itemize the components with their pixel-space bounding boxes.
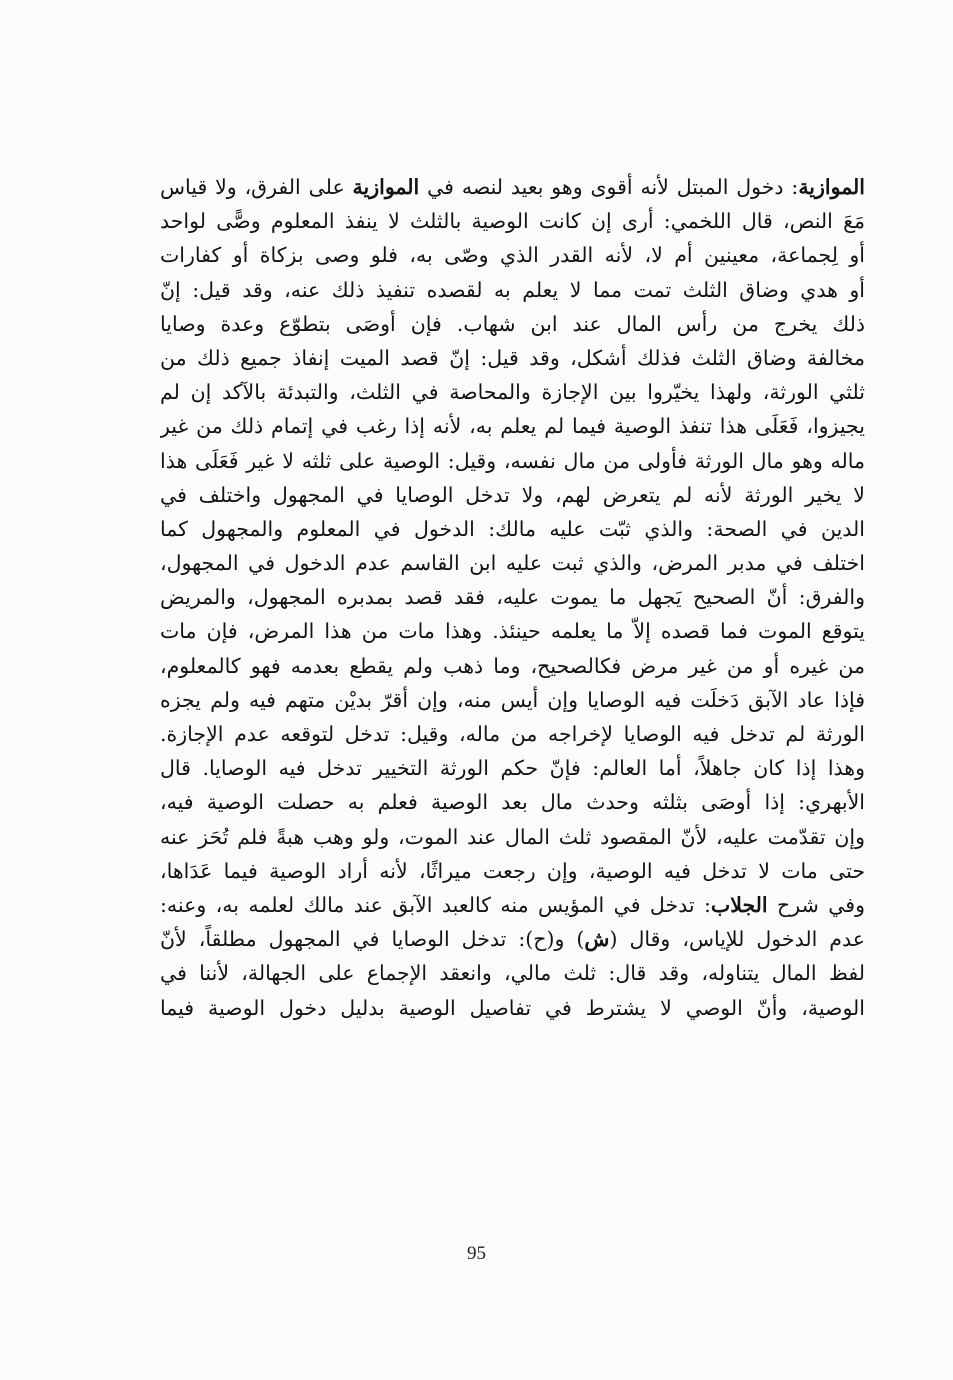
text-line — [160, 922, 865, 956]
text-segment: ماله وهو مال الورثة فأولى من مال نفسه، وقيل: الوصية على ثلثه لا غير فَعَلَى هذا — [160, 448, 865, 473]
text-line — [160, 991, 865, 1025]
text-line — [160, 238, 865, 272]
text-segment: الدين في الصحة: والذي ثبّت عليه مالك: الدخول في المعلوم والمجهول كما — [160, 516, 865, 541]
text-segment: ) و(ح): تدخل الوصايا في المجهول مطلقاً، لأنّ — [160, 927, 585, 952]
text-segment: ذلك يخرج من رأس المال عند ابن شهاب. فإن أوصَى بتطوّع وعدة وصايا — [160, 311, 865, 336]
text-segment: لفظ المال يتناوله، وقد قال: ثلث مالي، وانعقد الإجماع على الجهالة، لأننا في — [160, 961, 865, 986]
text-segment: حتى مات لا تدخل فيه الوصية، وإن رجعت ميراثًا، لأنه أراد الوصية فيما عَدَاها، — [160, 858, 865, 883]
text-line — [160, 888, 865, 922]
text-segment: وهذا إذا كان جاهلاً، أما العالم: فإنّ حكم الورثة التخيير تدخل فيه الوصايا. قال — [160, 756, 865, 781]
text-segment: والفرق: أنّ الصحيح يَجهل ما يموت عليه، فقد قصد بمدبره المجهول، والمريض — [160, 585, 865, 610]
text-segment: ثلثي الورثة، ولهذا يخيّروا بين الإجازة والمحاصة في الثلث، والتبدئة بالآكد إن لم — [160, 380, 865, 405]
bold-term: الموازية — [352, 175, 420, 199]
text-segment: على الفرق، ولا قياس — [160, 175, 353, 199]
bold-term: ش — [584, 927, 610, 952]
text-segment: لا يخير الورثة لأنه لم يتعرض لهم، ولا تدخل الوصايا في المجهول واختلف في — [160, 482, 865, 507]
text-segment: : دخول المبتل لأنه أقوى وهو بعيد لنصه في — [419, 175, 799, 199]
text-line — [160, 820, 865, 854]
text-segment: يتوقع الموت فما قصده إلاّ ما يعلمه حينئذ. وهذا مات من هذا المرض، فإن مات — [160, 619, 865, 644]
text-line — [160, 854, 865, 888]
text-segment: وإن تقدّمت عليه، لأنّ المقصود ثلث المال عند الموت، ولو وهب هبةً فلم تُحَز عنه — [160, 824, 865, 849]
text-segment: الوصية، وأنّ الوصي لا يشترط في تفاصيل الوصية بدليل دخول الوصية فيما — [160, 995, 865, 1020]
text-segment: الورثة لم تدخل فيه الوصايا لإخراجه من ماله، وقيل: تدخل لتوقعه عدم الإجازة. — [160, 722, 865, 746]
text-segment: مخالفة وضاق الثلث فذلك أشكل، وقد قيل: إنّ قصد الميت إنفاذ جميع ذلك من — [160, 345, 865, 370]
bold-term: الجلاب — [710, 892, 768, 917]
text-segment: عدم الدخول للإياس، وقال ( — [609, 927, 865, 952]
text-line — [160, 204, 865, 238]
text-line — [160, 307, 865, 341]
text-line — [160, 409, 865, 443]
text-segment: فإذا عاد الآبق دَخلَت فيه الوصايا وإن أيس منه، وإن أقرّ بديْن متهم فيه ولم يجزه — [160, 687, 865, 712]
text-segment: أو لِجماعة، معينين أم لا، لأنه القدر الذي وصّى به، فلو وصى بزكاة أو كفارات — [160, 243, 865, 268]
body-text — [160, 170, 865, 1025]
text-segment: مَعَ النص، قال اللخمي: أرى إن كانت الوصية بالثلث لا ينفذ المعلوم وصًّى لواحد — [160, 209, 865, 234]
text-line — [160, 478, 865, 512]
text-line — [160, 785, 865, 819]
bold-term: الموازية — [798, 175, 865, 199]
text-line — [160, 546, 865, 580]
text-line — [160, 580, 865, 614]
text-line — [160, 956, 865, 990]
text-line — [160, 170, 865, 204]
text-segment: أو هدي وضاق الثلث تمت مما لا يعلم به لقصده تنفيذ ذلك عنه، وقد قيل: إنّ — [160, 277, 865, 302]
text-line — [160, 375, 865, 409]
text-segment: : تدخل في المؤيس منه كالعبد الآبق عند مالك لعلمه به، وعنه: — [160, 892, 711, 917]
text-segment: اختلف في مدبر المرض، والذي ثبت عليه ابن القاسم عدم الدخول في المجهول، — [160, 551, 865, 576]
text-segment: الأبهري: إذا أوصَى بثلثه وحدث مال بعد الوصية فعلم به حصلت الوصية فيه، — [160, 790, 865, 815]
text-line — [160, 273, 865, 307]
text-segment: يجيزوا، فَعَلَى هذا تنفذ الوصية فيما لم يعلم به، لأنه إذا رغب في إتمام ذلك من غير — [160, 414, 865, 439]
text-line — [160, 512, 865, 546]
text-line — [160, 717, 865, 751]
text-segment: وفي شرح — [767, 892, 865, 917]
page-number: 95 — [467, 1243, 486, 1264]
text-line — [160, 683, 865, 717]
text-line — [160, 649, 865, 683]
text-segment: من غيره أو من غير مرض فكالصحيح، وما ذهب ولم يقطع بعدمه فهو كالمعلوم، — [160, 653, 865, 678]
text-line — [160, 341, 865, 375]
text-line — [160, 444, 865, 478]
text-line — [160, 751, 865, 785]
text-line — [160, 614, 865, 648]
